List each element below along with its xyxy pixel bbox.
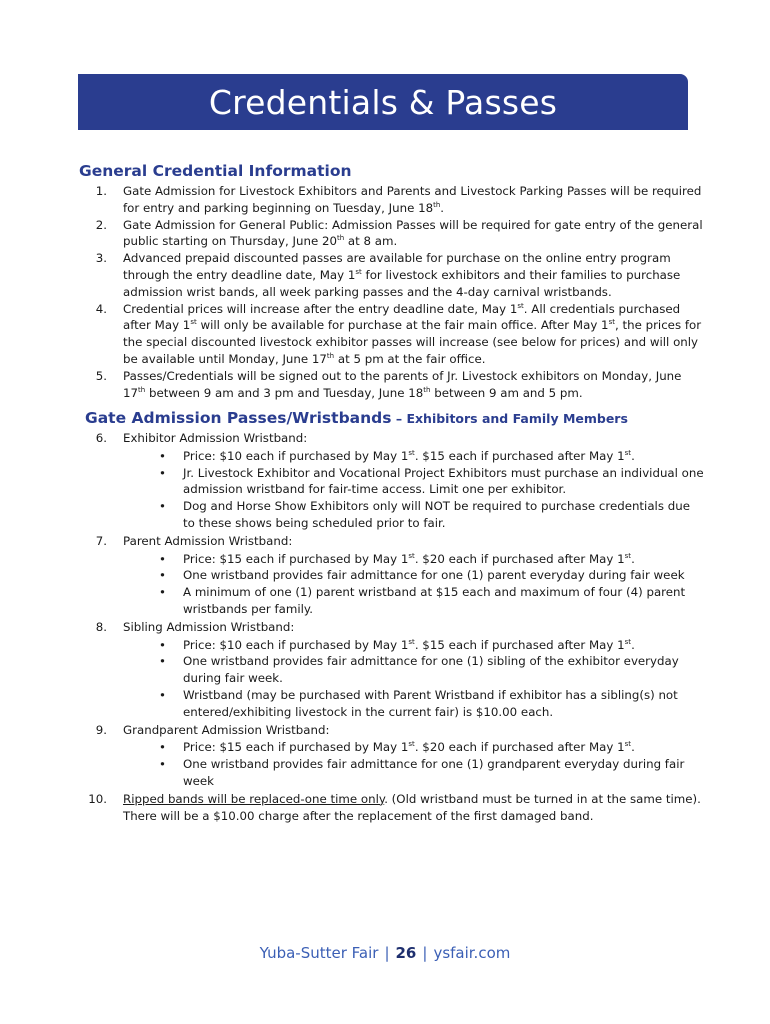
general-info-list <box>80 183 705 401</box>
page-title: Credentials & Passes <box>208 82 558 122</box>
list-item: 4. Credential prices will increase after the entry deadline date, May 1st. All credentials purchased after May 1st will only be available for purchase at the fair main office. After May 1st, the prices for the special discounted livestock exhibitor passes will increase (see below for prices) and will only be available until Monday, June 17th at 5 pm at the fair office. <box>95 301 702 366</box>
footer-website: ysfair.com <box>433 944 511 962</box>
bullet-item: • Price: $10 each if purchased by May 1st. $15 each if purchased after May 1st. <box>123 637 705 654</box>
section-heading-general: General Credential Information <box>79 162 352 180</box>
list-item-ripped-bands: 10. Ripped bands will be replaced-one time only. (Old wristband must be turned in at the same time). There will be a $10.00 charge after the replacement of the first damaged band. <box>88 791 701 823</box>
list-item-sibling-wristband: 8. Sibling Admission Wristband: • Price: $10 each if purchased by May 1st. $15 each if purchased after May 1st. • One wristband provides fair admittance for one (1) sibling of the exhibitor everyday during fair week. • Wristband (may be purchased with Parent Wristband if exhibitor has a sibling(s) not entered/exhibiting livestock in the current fair) is $10.00 each. <box>80 619 705 721</box>
bullet-item: • Price: $15 each if purchased by May 1st. $20 each if purchased after May 1st. <box>123 551 705 568</box>
list-item: 3. Advanced prepaid discounted passes are available for purchase on the online entry program through the entry deadline date, May 1st for livestock exhibitors and their families to purchase admission wrist bands, all week parking passes and the 4-day carnival wristbands. <box>95 251 681 299</box>
bullet-item: • Price: $15 each if purchased by May 1st. $20 each if purchased after May 1st. <box>123 739 705 756</box>
list-item: 1. Gate Admission for Livestock Exhibitors and Parents and Livestock Parking Passes will be required for entry and parking beginning on Tuesday, June 18th. <box>95 184 702 215</box>
bullet-item: • Jr. Livestock Exhibitor and Vocational Project Exhibitors must purchase an individual one admission wristband for fair-time access. Limit one per exhibitor. <box>123 465 705 499</box>
bullet-item: • A minimum of one (1) parent wristband at $15 each and maximum of four (4) parent wristbands per family. <box>123 584 705 618</box>
footer-separator: | <box>384 944 390 962</box>
list-item-exhibitor-wristband: 6. Exhibitor Admission Wristband: • Price: $10 each if purchased by May 1st. $15 each if purchased after May 1st. • Jr. Livestock Exhibitor and Vocational Project Exhibitors must purchase an individual one admission wristband for fair-time access. Limit one per exhibitor. • Dog and Horse Show Exhibitors only will NOT be required to purchase credentials due to these shows being scheduled prior to fair. <box>80 430 705 532</box>
section-heading-gate-admission: Gate Admission Passes/Wristbands – Exhibitors and Family Members <box>85 409 628 427</box>
bullet-item: • Price: $10 each if purchased by May 1st. $15 each if purchased after May 1st. <box>123 448 705 465</box>
title-banner <box>78 74 688 130</box>
page-number: 26 <box>395 944 417 962</box>
list-item-parent-wristband: 7. Parent Admission Wristband: • Price: $15 each if purchased by May 1st. $20 each if purchased after May 1st. • One wristband provides fair admittance for one (1) parent everyday during fair week • A minimum of one (1) parent wristband at $15 each and maximum of four (4) parent wristbands per family. <box>80 533 705 618</box>
bullet-list <box>123 448 705 532</box>
wristband-list <box>80 430 705 824</box>
list-item: 5. Passes/Credentials will be signed out to the parents of Jr. Livestock exhibitors on Monday, June 17th between 9 am and 3 pm and Tuesday, June 18th between 9 am and 5 pm. <box>95 368 682 400</box>
page-footer <box>0 944 770 962</box>
bullet-list <box>123 739 705 789</box>
bullet-list <box>123 551 705 618</box>
bullet-item: • Wristband (may be purchased with Parent Wristband if exhibitor has a sibling(s) not entered/exhibiting livestock in the current fair) is $10.00 each. <box>123 687 705 721</box>
list-item-grandparent-wristband: 9. Grandparent Admission Wristband: • Price: $15 each if purchased by May 1st. $20 each if purchased after May 1st. • One wristband provides fair admittance for one (1) grandparent everyday during fair week <box>80 722 705 790</box>
bullet-item: • One wristband provides fair admittance for one (1) parent everyday during fair week <box>123 567 705 584</box>
footer-separator: | <box>422 944 428 962</box>
bullet-item: • One wristband provides fair admittance for one (1) sibling of the exhibitor everyday during fair week. <box>123 653 705 687</box>
section-subheading: – Exhibitors and Family Members <box>391 411 628 426</box>
bullet-list <box>123 637 705 721</box>
underlined-note: Ripped bands will be replaced-one time only <box>123 791 385 806</box>
footer-org: Yuba-Sutter Fair <box>259 944 379 962</box>
list-item: 2. Gate Admission for General Public: Admission Passes will be required for gate entry of the general public starting on Thursday, June 20th at 8 am. <box>95 217 703 249</box>
bullet-item: • Dog and Horse Show Exhibitors only will NOT be required to purchase credentials due to these shows being scheduled prior to fair. <box>123 498 705 532</box>
bullet-item: • One wristband provides fair admittance for one (1) grandparent everyday during fair week <box>123 756 705 790</box>
